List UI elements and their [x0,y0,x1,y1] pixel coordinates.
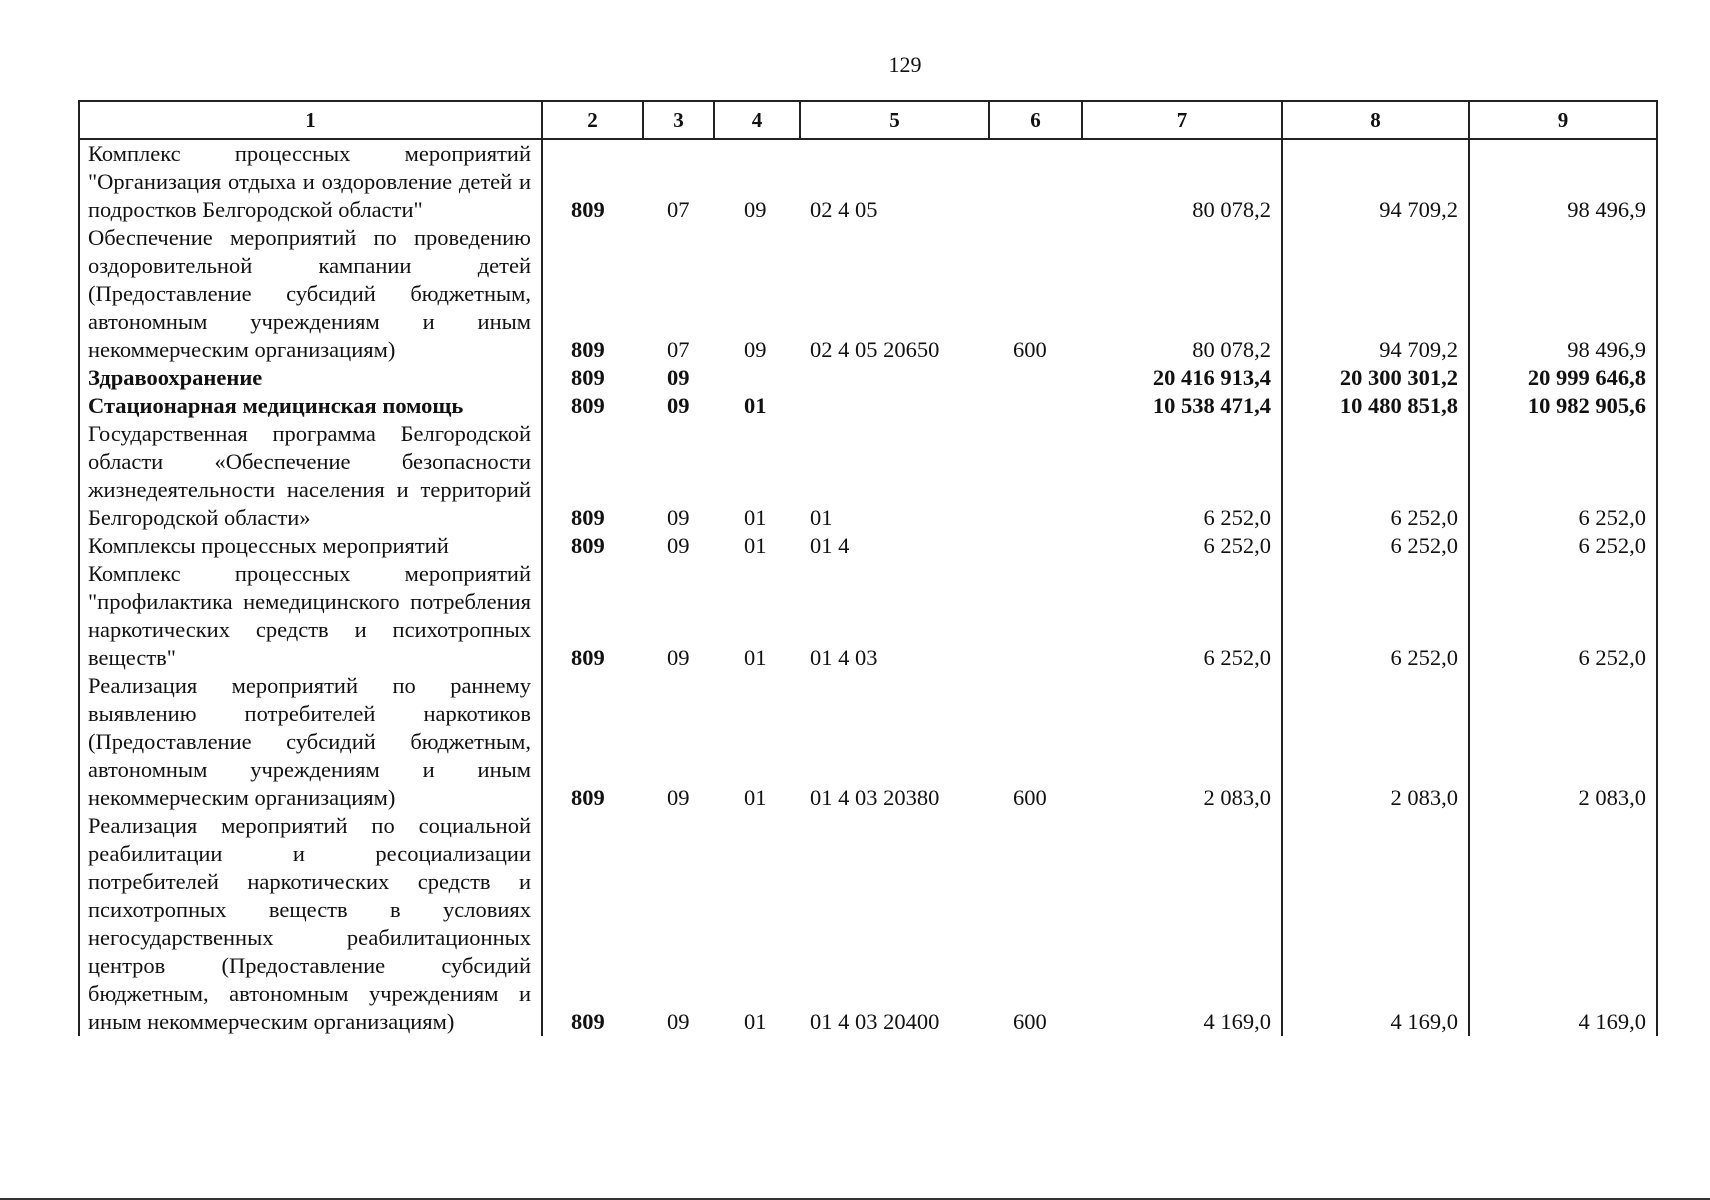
row-expense-type-cell: 600 [1013,1009,1047,1034]
row-amount-year2-cell: 6 252,0 [1282,560,1469,672]
header-col-8: 8 [1282,101,1469,139]
row-section-cell: 09 [667,505,690,530]
row-code-cell: 809 [571,393,605,418]
header-col-1: 1 [79,101,542,139]
row-name-cell: Комплекс процессных мероприятий "профилактика немедицинского потребления наркотических средств и психотропных веществ" [79,560,542,672]
header-row [79,101,1657,139]
row-expense-type-cell [989,139,1082,224]
row-amount-year1-cell: 10 538 471,4 [1082,392,1282,420]
header-col-4: 4 [714,101,800,139]
table-row [79,672,1657,812]
row-target-article-cell: 01 [810,505,833,530]
row-amount-year2-cell: 6 252,0 [1282,532,1469,560]
row-amount-year1-cell: 20 416 913,4 [1082,364,1282,392]
table-body [79,139,1657,1036]
row-amount-year3-cell: 6 252,0 [1469,560,1657,672]
budget-table [78,100,1658,1036]
row-amount-year3-cell: 98 496,9 [1469,139,1657,224]
row-code-cell: 809 [571,197,605,222]
row-target-article-cell: 01 4 03 20380 [810,785,940,810]
row-amount-year1-cell: 2 083,0 [1082,672,1282,812]
row-amount-year2-cell: 10 480 851,8 [1282,392,1469,420]
row-amount-year2-cell: 4 169,0 [1282,812,1469,1036]
row-expense-type-cell [989,560,1082,672]
row-target-article-cell [800,392,989,420]
row-amount-year2-cell: 94 709,2 [1282,224,1469,364]
row-code-cell: 809 [571,1009,605,1034]
row-name-cell: Стационарная медицинская помощь [79,392,542,420]
row-expense-type-cell [989,392,1082,420]
row-subsection-cell: 01 [744,393,767,418]
row-expense-type-cell [989,420,1082,532]
row-section-cell: 09 [667,365,690,390]
row-amount-year2-cell: 2 083,0 [1282,672,1469,812]
row-name-cell: Реализация мероприятий по раннему выявлению потребителей наркотиков (Предоставление субсидий бюджетным, автономным учреждениям и иным некоммерческим организациям) [79,672,542,812]
row-subsection-cell: 09 [744,197,767,222]
row-section-cell: 09 [667,393,690,418]
row-code-cell: 809 [571,533,605,558]
header-col-6: 6 [989,101,1082,139]
row-target-article-cell: 01 4 03 [810,645,878,670]
row-name-cell: Обеспечение мероприятий по проведению оздоровительной кампании детей (Предоставление субсидий бюджетным, автономным учреждениям и иным некоммерческим организациям) [79,224,542,364]
table-row [79,139,1657,224]
table-row [79,560,1657,672]
row-amount-year1-cell: 4 169,0 [1082,812,1282,1036]
row-section-cell: 07 [667,337,690,362]
row-amount-year1-cell: 6 252,0 [1082,560,1282,672]
row-expense-type-cell: 600 [1013,785,1047,810]
row-section-cell: 07 [667,197,690,222]
row-amount-year2-cell: 94 709,2 [1282,139,1469,224]
row-amount-year1-cell: 80 078,2 [1082,224,1282,364]
row-code-cell: 809 [571,365,605,390]
row-amount-year1-cell: 6 252,0 [1082,532,1282,560]
table-row [79,812,1657,1036]
row-section-cell: 09 [667,785,690,810]
budget-table-container [78,100,1656,1036]
row-amount-year1-cell: 80 078,2 [1082,139,1282,224]
row-amount-year1-cell: 6 252,0 [1082,420,1282,532]
row-subsection-cell: 01 [744,1009,767,1034]
row-code-cell: 809 [571,645,605,670]
row-section-cell: 09 [667,533,690,558]
row-section-cell: 09 [667,1009,690,1034]
row-section-cell: 09 [667,645,690,670]
table-row [79,224,1657,364]
row-amount-year2-cell: 20 300 301,2 [1282,364,1469,392]
row-amount-year3-cell: 4 169,0 [1469,812,1657,1036]
row-amount-year3-cell: 10 982 905,6 [1469,392,1657,420]
row-target-article-cell: 02 4 05 20650 [810,337,940,362]
row-name-cell: Реализация мероприятий по социальной реабилитации и ресоциализации потребителей наркотических средств и психотропных веществ в условиях негосударственных реабилитационных центров (Предоставление субсидий бюджетным, автономным учреждениям и иным некоммерческим организациям) [79,812,542,1036]
header-col-5: 5 [800,101,989,139]
table-row [79,532,1657,560]
page-number: 129 [888,52,922,77]
row-subsection-cell [714,364,800,392]
row-target-article-cell: 02 4 05 [810,197,878,222]
row-target-article-cell: 01 4 [810,533,850,558]
row-target-article-cell [800,364,989,392]
row-amount-year3-cell: 6 252,0 [1469,420,1657,532]
row-expense-type-cell [989,532,1082,560]
row-code-cell: 809 [571,785,605,810]
row-amount-year3-cell: 98 496,9 [1469,224,1657,364]
row-code-cell: 809 [571,337,605,362]
header-col-3: 3 [643,101,714,139]
row-subsection-cell: 09 [744,337,767,362]
row-subsection-cell: 01 [744,785,767,810]
table-row [79,420,1657,532]
row-name-cell: Комплекс процессных мероприятий "Организация отдыха и оздоровление детей и подростков Белгородской области" [79,139,542,224]
row-subsection-cell: 01 [744,533,767,558]
row-amount-year3-cell: 2 083,0 [1469,672,1657,812]
row-subsection-cell: 01 [744,505,767,530]
row-name-cell: Государственная программа Белгородской области «Обеспечение безопасности жизнедеятельности населения и территорий Белгородской области» [79,420,542,532]
table-row [79,364,1657,392]
row-name-cell: Комплексы процессных мероприятий [79,532,542,560]
header-col-7: 7 [1082,101,1282,139]
row-amount-year3-cell: 20 999 646,8 [1469,364,1657,392]
row-subsection-cell: 01 [744,645,767,670]
header-col-9: 9 [1469,101,1657,139]
row-amount-year3-cell: 6 252,0 [1469,532,1657,560]
row-expense-type-cell [989,364,1082,392]
row-name-cell: Здравоохранение [79,364,542,392]
row-expense-type-cell: 600 [1013,337,1047,362]
row-amount-year2-cell: 6 252,0 [1282,420,1469,532]
row-target-article-cell: 01 4 03 20400 [810,1009,940,1034]
row-code-cell: 809 [571,505,605,530]
header-col-2: 2 [542,101,643,139]
table-row [79,392,1657,420]
